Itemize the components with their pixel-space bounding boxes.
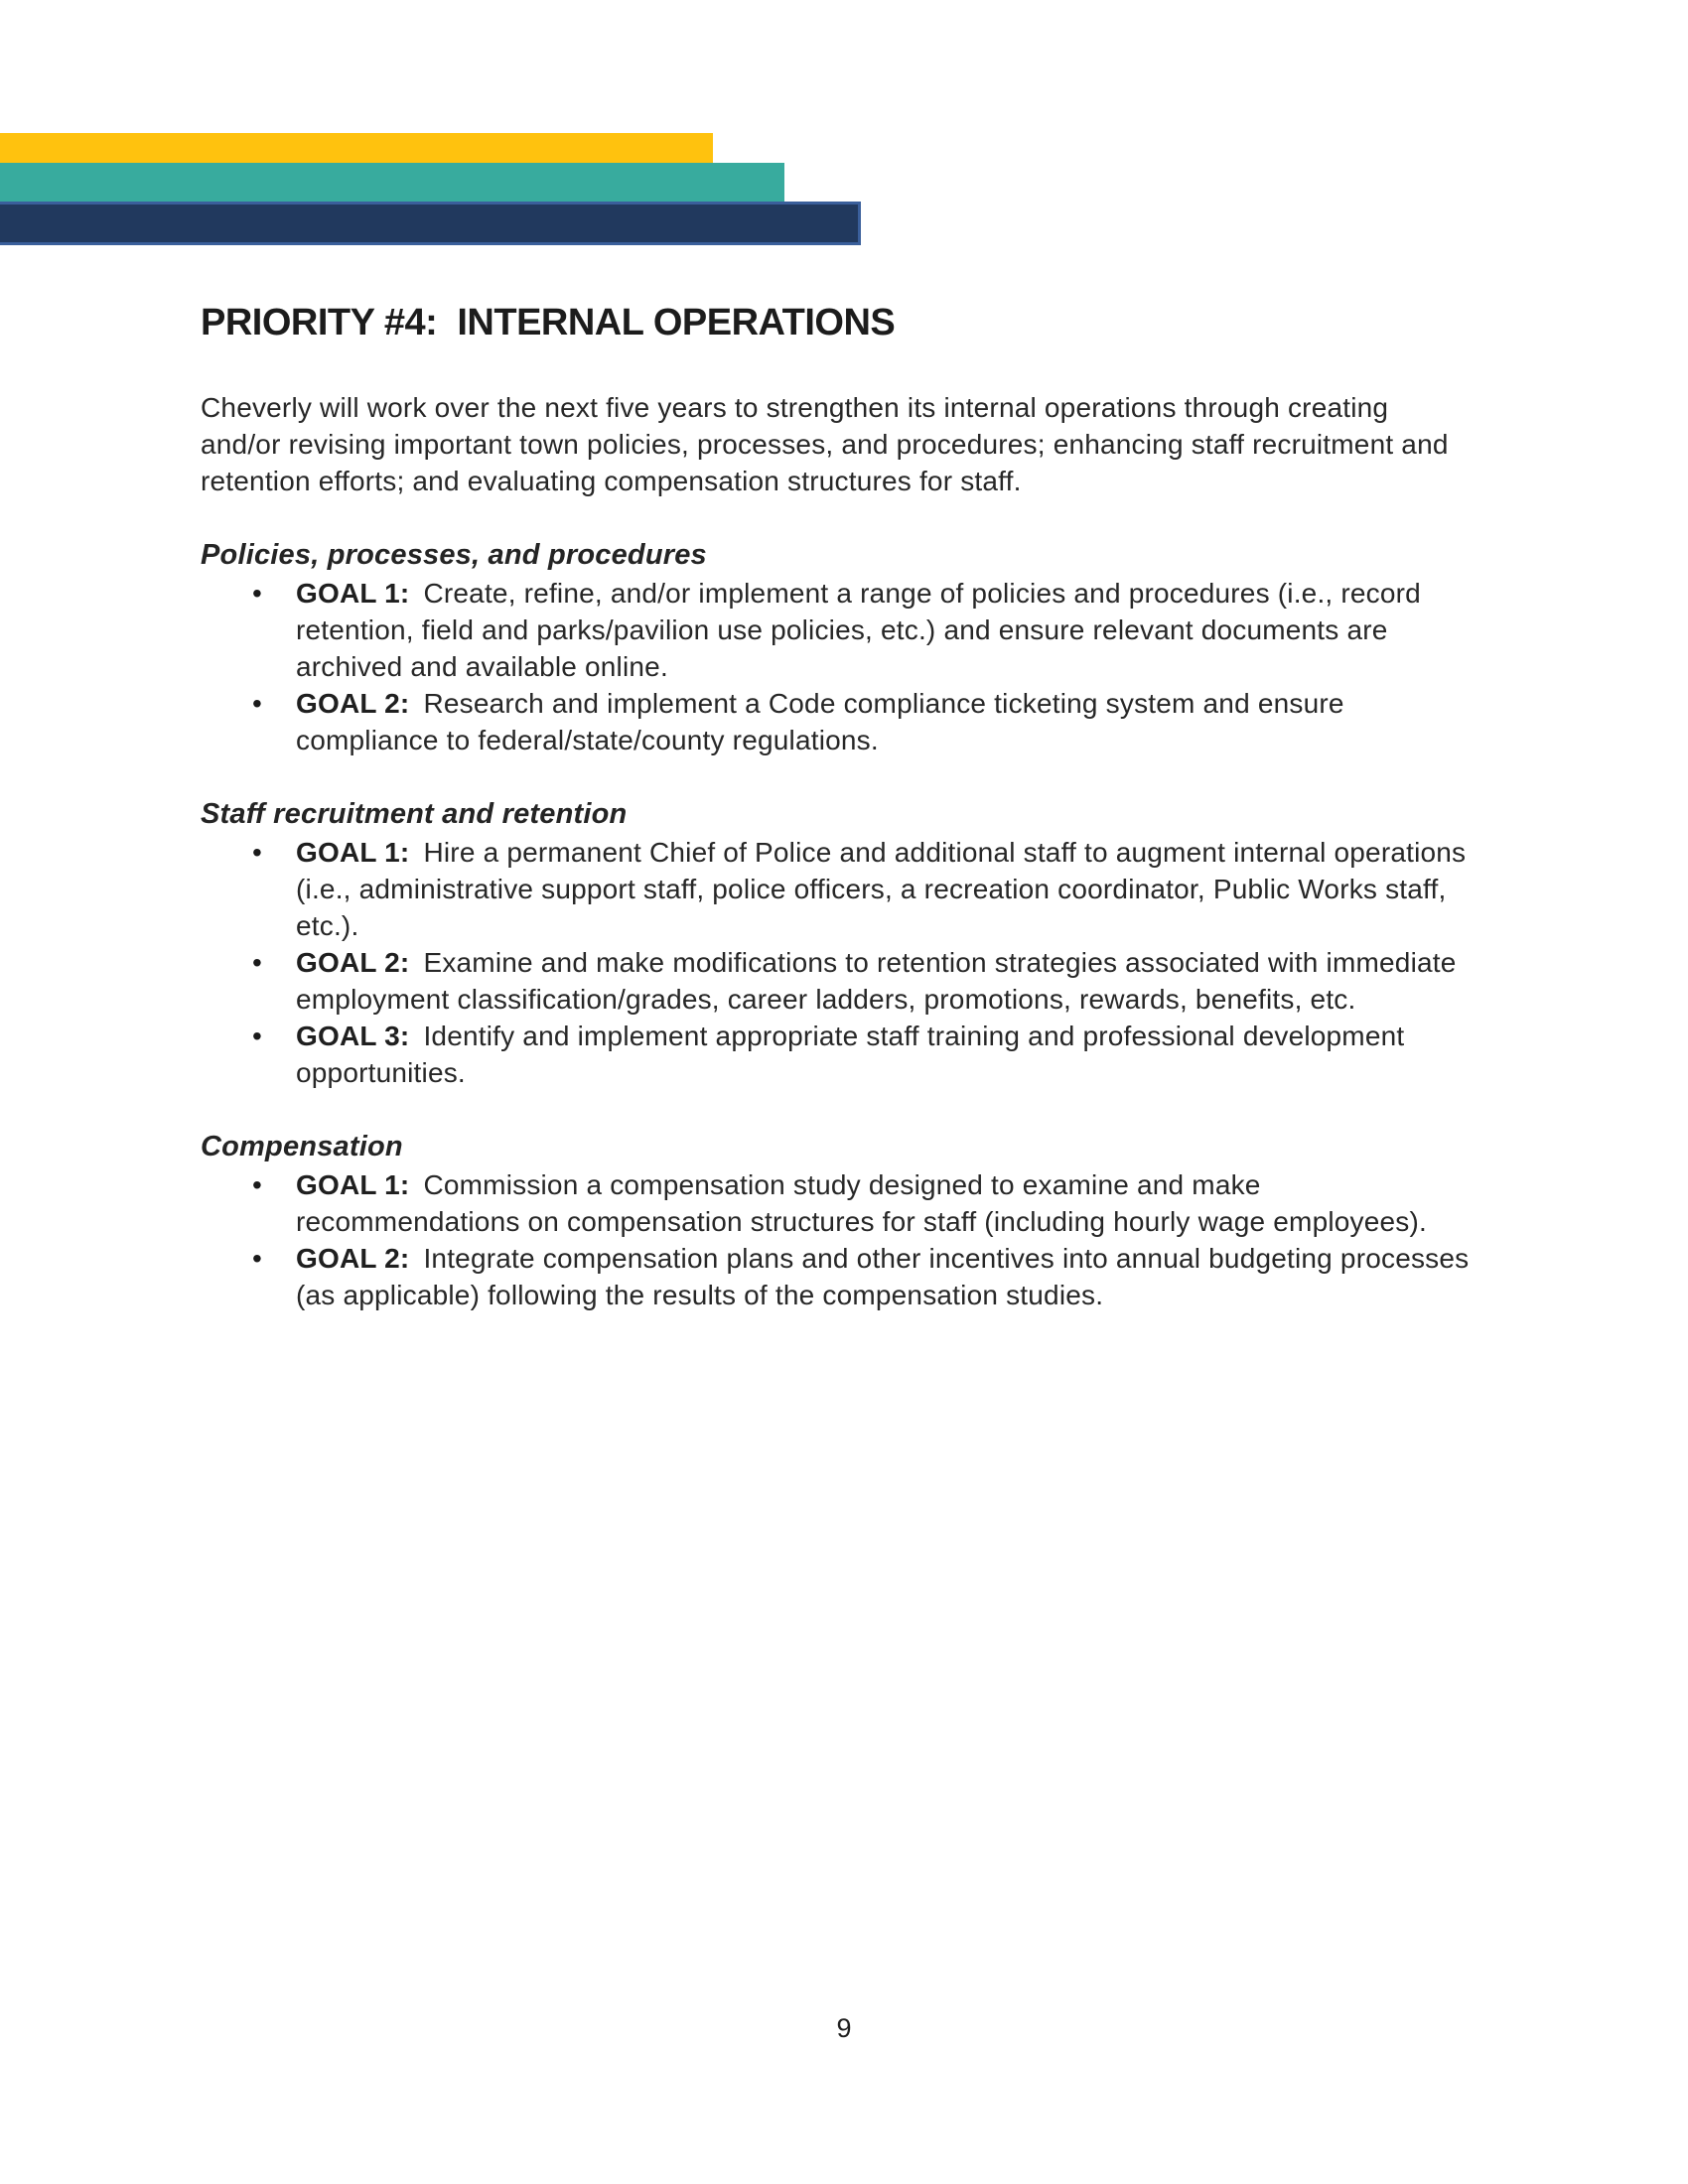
page-number: 9 xyxy=(836,2013,852,2043)
goal-text: Research and implement a Code compliance ticketing system and ensure compliance to federal/state/county regulations. xyxy=(296,688,1344,755)
goal-label: GOAL 3: xyxy=(296,1021,410,1051)
goal-item xyxy=(201,685,1474,758)
goal-label: GOAL 2: xyxy=(296,1243,410,1274)
section-policies-processes-procedures xyxy=(201,535,1474,758)
goal-text: Commission a compensation study designed to examine and make recommendations on compensation structures for staff (including hourly wage employees). xyxy=(296,1169,1427,1237)
goal-label: GOAL 1: xyxy=(296,1169,410,1200)
bullet-icon: • xyxy=(252,1243,263,1274)
bullet-icon: • xyxy=(252,837,263,868)
goal-text: Identify and implement appropriate staff training and professional development opportunities. xyxy=(296,1021,1405,1088)
section-heading: Compensation xyxy=(201,1131,403,1162)
goal-item xyxy=(201,1240,1474,1313)
goal-label: GOAL 1: xyxy=(296,837,410,868)
page-title: PRIORITY #4: INTERNAL OPERATIONS xyxy=(201,302,896,343)
goal-label: GOAL 1: xyxy=(296,578,410,609)
goal-text: Integrate compensation plans and other incentives into annual budgeting processes (as applicable) following the results of the compensation studies. xyxy=(296,1243,1470,1310)
page-content xyxy=(201,0,1474,1313)
goal-label: GOAL 2: xyxy=(296,947,410,978)
bullet-icon: • xyxy=(252,947,263,978)
goal-item xyxy=(201,575,1474,685)
intro-paragraph: Cheverly will work over the next five years to strengthen its internal operations through creating and/or revising important town policies, processes, and procedures; enhancing staff recruitment and retention efforts; and evaluating compensation structures for staff. xyxy=(201,392,1449,496)
goal-item xyxy=(201,834,1474,944)
goal-item xyxy=(201,1018,1474,1091)
section-heading: Policies, processes, and procedures xyxy=(201,539,707,571)
goal-list xyxy=(201,834,1474,1091)
bullet-icon: • xyxy=(252,1169,263,1200)
goal-text: Examine and make modifications to retention strategies associated with immediate employment classification/grades, career ladders, promotions, rewards, benefits, etc. xyxy=(296,947,1457,1015)
bullet-icon: • xyxy=(252,578,263,609)
goal-item xyxy=(201,1166,1474,1240)
bullet-icon: • xyxy=(252,688,263,719)
section-staff-recruitment-retention xyxy=(201,794,1474,1091)
goal-label: GOAL 2: xyxy=(296,688,410,719)
goal-text: Create, refine, and/or implement a range of policies and procedures (i.e., record retention, field and parks/pavilion use policies, etc.) and ensure relevant documents are archived and available online. xyxy=(296,578,1421,682)
goal-list xyxy=(201,575,1474,758)
goal-list xyxy=(201,1166,1474,1313)
goal-text: Hire a permanent Chief of Police and additional staff to augment internal operations (i.e., administrative support staff, police officers, a recreation coordinator, Public Works staff, etc.). xyxy=(296,837,1467,941)
bullet-icon: • xyxy=(252,1021,263,1051)
section-heading: Staff recruitment and retention xyxy=(201,798,628,830)
goal-item xyxy=(201,944,1474,1018)
section-compensation xyxy=(201,1127,1474,1313)
